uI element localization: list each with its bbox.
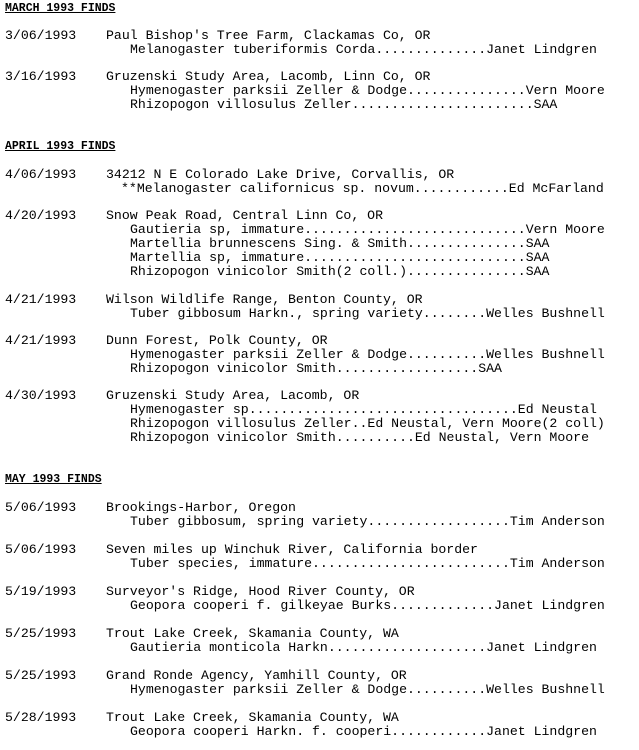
entry-find: Melanogaster tuberiformis Corda..............Janet Lindgren bbox=[130, 42, 597, 57]
entry-date: 4/20/1993 bbox=[5, 208, 77, 223]
entry-find: Geopora cooperi f. gilkeyae Burks.............Janet Lindgren bbox=[130, 598, 605, 613]
entry-location: Seven miles up Winchuk River, California border bbox=[106, 542, 478, 557]
entry-date: 4/21/1993 bbox=[5, 333, 77, 348]
entry-date: 5/06/1993 bbox=[5, 500, 77, 515]
entry-location: Snow Peak Road, Central Linn Co, OR bbox=[106, 208, 383, 223]
entry-location: Brookings-Harbor, Oregon bbox=[106, 500, 296, 515]
entry-find: Rhizopogon vinicolor Smith(2 coll.)...............SAA bbox=[130, 264, 550, 279]
entry-location: Gruzenski Study Area, Lacomb, OR bbox=[106, 388, 360, 403]
section-may bbox=[5, 473, 102, 487]
entry-find: Hymenogaster parksii Zeller & Dodge...............Vern Moore bbox=[130, 83, 605, 98]
entry-location: Gruzenski Study Area, Lacomb, Linn Co, OR bbox=[106, 69, 431, 84]
entry-find: Hymenogaster parksii Zeller & Dodge..........Welles Bushnell bbox=[130, 347, 605, 362]
entry-find: **Melanogaster californicus sp. novum............Ed McFarland bbox=[121, 181, 604, 196]
entry-find: Martellia sp, immature............................SAA bbox=[130, 250, 550, 265]
section-april bbox=[5, 140, 115, 154]
entry-date: 4/30/1993 bbox=[5, 388, 77, 403]
entry-date: 5/25/1993 bbox=[5, 626, 77, 641]
entry-location: Surveyor's Ridge, Hood River County, OR bbox=[106, 584, 415, 599]
entry-date: 3/06/1993 bbox=[5, 28, 77, 43]
entry-location: Trout Lake Creek, Skamania County, WA bbox=[106, 710, 399, 725]
section-title: APRIL 1993 FINDS bbox=[5, 140, 116, 153]
entry-find: Tuber gibbosum, spring variety..................Tim Anderson bbox=[130, 514, 605, 529]
entry-date: 5/28/1993 bbox=[5, 710, 77, 725]
section-title: MAY 1993 FINDS bbox=[5, 473, 102, 486]
entry-find: Gautieria monticola Harkn....................Janet Lindgren bbox=[130, 640, 597, 655]
entry-find: Gautieria sp, immature............................Vern Moore bbox=[130, 222, 605, 237]
entry-find: Martellia brunnescens Sing. & Smith...............SAA bbox=[130, 236, 550, 251]
entry-date: 4/21/1993 bbox=[5, 292, 77, 307]
entry-date: 5/06/1993 bbox=[5, 542, 77, 557]
entry-date: 5/25/1993 bbox=[5, 668, 77, 683]
entry-date: 3/16/1993 bbox=[5, 69, 77, 84]
entry-date: 5/19/1993 bbox=[5, 584, 77, 599]
entry-find: Rhizopogon vinicolor Smith..........Ed Neustal, Vern Moore bbox=[130, 430, 589, 445]
entry-location: Dunn Forest, Polk County, OR bbox=[106, 333, 328, 348]
entry-date: 4/06/1993 bbox=[5, 167, 77, 182]
entry-find: Geopora cooperi Harkn. f. cooperi............Janet Lindgren bbox=[130, 724, 597, 739]
entry-location: Wilson Wildlife Range, Benton County, OR bbox=[106, 292, 423, 307]
entry-location: Paul Bishop's Tree Farm, Clackamas Co, OR bbox=[106, 28, 431, 43]
entry-location: Trout Lake Creek, Skamania County, WA bbox=[106, 626, 399, 641]
entry-find: Rhizopogon vinicolor Smith..................SAA bbox=[130, 361, 502, 376]
entry-find: Rhizopogon villosulus Zeller..Ed Neustal, Vern Moore(2 coll) bbox=[130, 416, 605, 431]
entry-find: Rhizopogon villosulus Zeller.......................SAA bbox=[130, 97, 558, 112]
entry-find: Tuber gibbosum Harkn., spring variety........Welles Bushnell bbox=[130, 306, 605, 321]
section-title: MARCH 1993 FINDS bbox=[5, 2, 116, 15]
entry-find: Hymenogaster sp..................................Ed Neustal bbox=[130, 402, 597, 417]
entry-location: Grand Ronde Agency, Yamhill County, OR bbox=[106, 668, 407, 683]
entry-find: Tuber species, immature.........................Tim Anderson bbox=[130, 556, 605, 571]
entry-location: 34212 N E Colorado Lake Drive, Corvallis, OR bbox=[106, 167, 455, 182]
section-march bbox=[5, 2, 115, 16]
entry-find: Hymenogaster parksii Zeller & Dodge..........Welles Bushnell bbox=[130, 682, 605, 697]
